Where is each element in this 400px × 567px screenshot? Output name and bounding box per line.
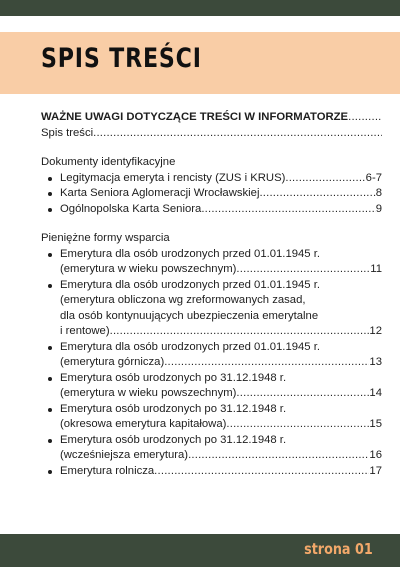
footer-bar: [0, 534, 400, 567]
toc-entry-page: 14: [369, 387, 382, 399]
toc-entry-line: Emerytura dla osób urodzonych przed 01.01.1945 r.: [60, 278, 320, 291]
toc-entry[interactable]: [41, 186, 382, 202]
toc-entry-line: Emerytura osób urodzonych po 31.12.1948 r.: [60, 402, 287, 415]
toc-entry-page: 6-7: [365, 171, 382, 184]
toc-entry-page: 15: [369, 418, 382, 430]
toc-entry-label: WAŻNE UWAGI DOTYCZĄCE TREŚCI W INFORMATORZE: [41, 111, 349, 123]
toc-entry-line: Emerytura osób urodzonych po 31.12.1948 r.: [60, 433, 287, 446]
toc-entry-last-line: [60, 355, 382, 371]
toc-entry-page: 16: [369, 449, 382, 461]
toc-entry-line: (emerytura obliczona wg zreformowanych zasad,: [60, 294, 306, 306]
header-banner: [0, 32, 400, 94]
dot-leader: [259, 186, 375, 202]
dot-leader: [236, 386, 369, 402]
toc-entry-page: 9: [375, 202, 382, 215]
toc-entry-last-line: [60, 324, 382, 340]
page-number: strona 01: [304, 540, 373, 558]
toc-entry-label: Emerytura rolnicza: [60, 464, 155, 477]
toc-entry-line: Emerytura osób urodzonych po 31.12.1948 r.: [60, 371, 287, 384]
dot-leader: [285, 171, 365, 187]
dot-leader: [226, 417, 369, 433]
toc-entry[interactable]: [41, 433, 382, 464]
toc-entry-label: Legitymacja emeryta i rencisty (ZUS i KRUS): [60, 171, 286, 184]
toc-entry-last-line: [60, 448, 382, 464]
dot-leader: [164, 355, 369, 371]
page-title: SPIS TREŚCI: [41, 43, 202, 74]
toc-entry-contents[interactable]: [41, 126, 382, 142]
section-benefits: [41, 231, 382, 479]
toc-entry[interactable]: [41, 202, 382, 218]
toc-entry-label: (okresowa emerytura kapitałowa): [60, 418, 227, 430]
toc-entry[interactable]: [41, 171, 382, 187]
section-documents: [41, 155, 382, 217]
toc-entry-line: Emerytura dla osób urodzonych przed 01.01.1945 r.: [60, 340, 320, 353]
toc-entry-notes[interactable]: [41, 110, 382, 126]
toc-entry-line: Emerytura dla osób urodzonych przed 01.01.1945 r.: [60, 247, 320, 260]
toc-entry-label: Karta Seniora Aglomeracji Wrocławskiej: [60, 187, 260, 199]
toc-entry-page: 17: [369, 464, 382, 477]
dot-leader: [201, 202, 375, 218]
dot-leader: [348, 110, 382, 126]
toc-entry-page: 8: [375, 187, 382, 199]
toc-entry-label: (emerytura w wieku powszechnym): [60, 263, 237, 275]
dot-leader: [188, 448, 369, 464]
toc-entry[interactable]: [41, 247, 382, 278]
toc-entry-page: 11: [370, 263, 382, 275]
toc-entry[interactable]: [41, 340, 382, 371]
dot-leader: [110, 324, 370, 340]
toc-entry-page: 13: [369, 356, 382, 368]
toc-entry-label: (emerytura w wieku powszechnym): [60, 387, 237, 399]
dot-leader: [154, 464, 369, 480]
table-of-contents: [41, 110, 382, 479]
toc-entry[interactable]: [41, 278, 382, 340]
toc-entry-page: 12: [369, 325, 382, 337]
section-heading: Dokumenty identyfikacyjne: [41, 156, 176, 168]
toc-entry-last-line: [60, 386, 382, 402]
toc-entry-label: (wcześniejsza emerytura): [60, 449, 189, 461]
top-bar: [0, 0, 400, 16]
toc-entry-last-line: [60, 262, 382, 278]
toc-entry-label: (emerytura górnicza): [60, 356, 165, 368]
toc-entry-last-line: [60, 417, 382, 433]
toc-entry-label: i rentowe): [60, 325, 110, 337]
section-heading: Pieniężne formy wsparcia: [41, 232, 170, 244]
toc-entry[interactable]: [41, 402, 382, 433]
toc-entry-label: Spis treści: [41, 126, 94, 139]
toc-entry[interactable]: [41, 371, 382, 402]
dot-leader: [236, 262, 370, 278]
toc-entry-label: Ogólnopolska Karta Seniora: [60, 202, 202, 215]
toc-entry[interactable]: [41, 464, 382, 480]
toc-entry-line: dla osób kontynuujących ubezpieczenia emerytalne: [60, 309, 319, 322]
dot-leader: [93, 126, 382, 142]
